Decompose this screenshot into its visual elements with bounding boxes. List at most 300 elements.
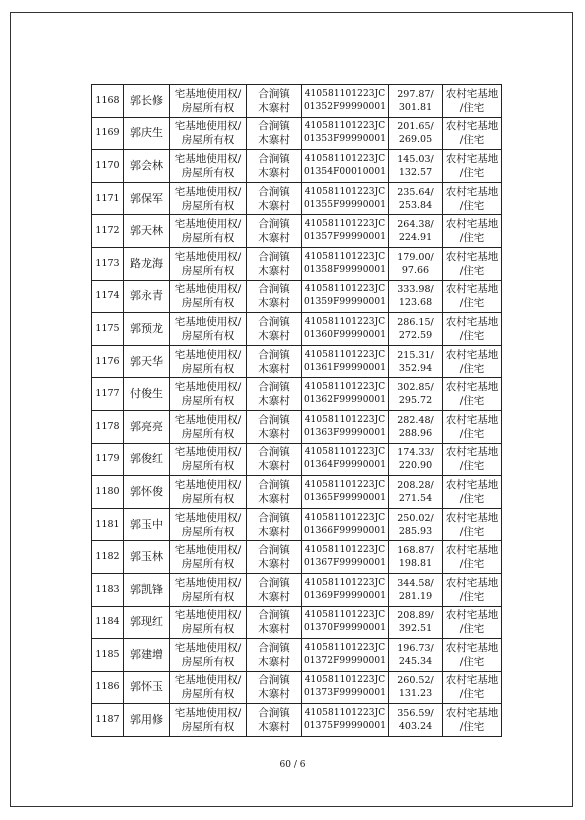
- land-use-cell: [443, 639, 502, 672]
- right-type-line: 房屋所有权: [181, 264, 235, 277]
- land-use-line: /住宅: [459, 492, 485, 505]
- right-type-line: 房屋所有权: [181, 655, 235, 668]
- area-line: 297.87/: [397, 88, 434, 100]
- location-cell: [247, 671, 302, 704]
- right-type-line: 房屋所有权: [181, 492, 235, 505]
- page-number: 60 / 6: [279, 760, 306, 770]
- area-line: 253.84: [398, 199, 433, 211]
- area-cell: [389, 639, 443, 672]
- right-type-cell: [170, 476, 247, 509]
- location-line: 合涧镇: [258, 707, 290, 720]
- owner-name-cell: 郭保军: [124, 182, 170, 215]
- land-use-line: /住宅: [459, 655, 485, 668]
- location-line: 木寨村: [258, 264, 290, 277]
- land-use-line: /住宅: [459, 721, 485, 734]
- right-type-line: 宅基地使用权/: [174, 120, 242, 133]
- area-line: 333.98/: [397, 284, 434, 296]
- location-cell: [247, 117, 302, 150]
- land-use-line: 农村宅基地: [445, 446, 499, 459]
- land-use-line: 农村宅基地: [445, 511, 499, 524]
- right-type-line: 宅基地使用权/: [174, 544, 242, 557]
- area-cell: [389, 117, 443, 150]
- unit-code-cell: [302, 313, 389, 346]
- right-type-line: 房屋所有权: [181, 101, 235, 114]
- unit-code-line: 410581101223JC: [304, 642, 386, 653]
- area-line: 352.94: [398, 362, 433, 374]
- land-use-line: /住宅: [459, 166, 485, 179]
- unit-code-cell: [302, 280, 389, 313]
- right-type-cell: [170, 671, 247, 704]
- land-use-cell: [443, 443, 502, 476]
- right-type-line: 宅基地使用权/: [174, 478, 242, 491]
- row-number-cell: 1177: [92, 378, 124, 411]
- land-use-line: 农村宅基地: [445, 87, 499, 100]
- area-cell: [389, 215, 443, 248]
- table-row: [92, 704, 502, 737]
- location-cell: [247, 247, 302, 280]
- right-type-line: 房屋所有权: [181, 590, 235, 603]
- owner-name-cell: 郭永青: [124, 280, 170, 313]
- table-row: [92, 378, 502, 411]
- table-row: [92, 541, 502, 574]
- right-type-line: 宅基地使用权/: [174, 576, 242, 589]
- location-line: 木寨村: [258, 297, 290, 310]
- land-use-line: 农村宅基地: [445, 348, 499, 361]
- right-type-cell: [170, 606, 247, 639]
- row-number-cell: 1168: [92, 85, 124, 118]
- location-line: 木寨村: [258, 101, 290, 114]
- area-line: 272.59: [398, 329, 433, 341]
- row-number-cell: 1174: [92, 280, 124, 313]
- unit-code-line: 01365F99990001: [303, 492, 387, 503]
- row-number-cell: 1180: [92, 476, 124, 509]
- right-type-line: 房屋所有权: [181, 721, 235, 734]
- land-use-line: /住宅: [459, 395, 485, 408]
- location-line: 合涧镇: [258, 544, 290, 557]
- unit-code-line: 01372F99990001: [303, 655, 387, 666]
- location-cell: [247, 345, 302, 378]
- location-line: 木寨村: [258, 460, 290, 473]
- right-type-cell: [170, 117, 247, 150]
- table-row: [92, 150, 502, 183]
- land-use-line: 农村宅基地: [445, 609, 499, 622]
- owner-name-cell: 郭天林: [124, 215, 170, 248]
- table-row: [92, 508, 502, 541]
- right-type-line: 房屋所有权: [181, 688, 235, 701]
- location-cell: [247, 573, 302, 606]
- location-cell: [247, 704, 302, 737]
- unit-code-cell: [302, 476, 389, 509]
- unit-code-line: 410581101223JC: [304, 284, 386, 295]
- area-line: 235.64/: [397, 186, 434, 198]
- area-cell: [389, 476, 443, 509]
- table-row: [92, 606, 502, 639]
- land-use-line: 农村宅基地: [445, 544, 499, 557]
- area-line: 198.81: [398, 558, 433, 570]
- location-cell: [247, 313, 302, 346]
- land-use-line: 农村宅基地: [445, 478, 499, 491]
- area-line: 208.28/: [397, 479, 434, 491]
- unit-code-line: 01375F99990001: [303, 721, 387, 732]
- area-line: 179.00/: [397, 251, 434, 263]
- row-number-cell: 1170: [92, 150, 124, 183]
- location-line: 木寨村: [258, 525, 290, 538]
- right-type-cell: [170, 85, 247, 118]
- area-line: 250.02/: [397, 512, 434, 524]
- owner-name-cell: 郭亮亮: [124, 410, 170, 443]
- row-number-cell: 1185: [92, 639, 124, 672]
- area-line: 208.89/: [397, 610, 434, 622]
- location-cell: [247, 378, 302, 411]
- right-type-cell: [170, 182, 247, 215]
- location-cell: [247, 410, 302, 443]
- right-type-line: 宅基地使用权/: [174, 87, 242, 100]
- table-row: [92, 671, 502, 704]
- unit-code-cell: [302, 85, 389, 118]
- unit-code-line: 01366F99990001: [303, 525, 387, 536]
- area-line: 281.19: [398, 590, 433, 602]
- unit-code-line: 410581101223JC: [304, 675, 386, 686]
- land-use-cell: [443, 476, 502, 509]
- unit-code-cell: [302, 378, 389, 411]
- unit-code-line: 01362F99990001: [303, 395, 387, 406]
- area-line: 145.03/: [397, 153, 434, 165]
- land-use-line: 农村宅基地: [445, 152, 499, 165]
- right-type-line: 房屋所有权: [181, 232, 235, 245]
- location-cell: [247, 476, 302, 509]
- row-number-cell: 1182: [92, 541, 124, 574]
- location-line: 合涧镇: [258, 185, 290, 198]
- location-line: 木寨村: [258, 395, 290, 408]
- land-use-cell: [443, 117, 502, 150]
- row-number-cell: 1179: [92, 443, 124, 476]
- location-line: 木寨村: [258, 232, 290, 245]
- right-type-line: 宅基地使用权/: [174, 152, 242, 165]
- right-type-line: 房屋所有权: [181, 199, 235, 212]
- location-line: 合涧镇: [258, 381, 290, 394]
- right-type-line: 宅基地使用权/: [174, 413, 242, 426]
- unit-code-line: 410581101223JC: [304, 545, 386, 556]
- unit-code-line: 01369F99990001: [303, 590, 387, 601]
- right-type-line: 宅基地使用权/: [174, 609, 242, 622]
- owner-name-cell: 路龙海: [124, 247, 170, 280]
- location-line: 合涧镇: [258, 609, 290, 622]
- location-line: 木寨村: [258, 590, 290, 603]
- location-cell: [247, 508, 302, 541]
- right-type-cell: [170, 541, 247, 574]
- location-cell: [247, 639, 302, 672]
- location-line: 木寨村: [258, 134, 290, 147]
- row-number-cell: 1173: [92, 247, 124, 280]
- table-row: [92, 573, 502, 606]
- row-number-cell: 1169: [92, 117, 124, 150]
- unit-code-cell: [302, 215, 389, 248]
- area-cell: [389, 150, 443, 183]
- area-cell: [389, 247, 443, 280]
- area-cell: [389, 443, 443, 476]
- right-type-line: 房屋所有权: [181, 558, 235, 571]
- location-line: 合涧镇: [258, 315, 290, 328]
- unit-code-line: 410581101223JC: [304, 610, 386, 621]
- location-cell: [247, 606, 302, 639]
- land-use-line: /住宅: [459, 329, 485, 342]
- location-line: 木寨村: [258, 655, 290, 668]
- area-cell: [389, 541, 443, 574]
- area-cell: [389, 85, 443, 118]
- unit-code-line: 01359F99990001: [303, 297, 387, 308]
- area-line: 344.58/: [397, 577, 434, 589]
- unit-code-line: 01354F00010001: [303, 166, 387, 177]
- location-line: 合涧镇: [258, 283, 290, 296]
- location-line: 木寨村: [258, 492, 290, 505]
- owner-name-cell: 郭天华: [124, 345, 170, 378]
- location-cell: [247, 280, 302, 313]
- unit-code-cell: [302, 247, 389, 280]
- location-line: 合涧镇: [258, 218, 290, 231]
- area-line: 301.81: [398, 101, 433, 113]
- location-line: 合涧镇: [258, 413, 290, 426]
- row-number-cell: 1184: [92, 606, 124, 639]
- area-cell: [389, 606, 443, 639]
- land-use-cell: [443, 280, 502, 313]
- location-line: 合涧镇: [258, 348, 290, 361]
- land-use-line: /住宅: [459, 623, 485, 636]
- land-use-cell: [443, 573, 502, 606]
- location-line: 木寨村: [258, 688, 290, 701]
- right-type-cell: [170, 280, 247, 313]
- land-use-line: 农村宅基地: [445, 707, 499, 720]
- unit-code-line: 410581101223JC: [304, 316, 386, 327]
- registration-table: [91, 84, 502, 737]
- right-type-cell: [170, 247, 247, 280]
- land-use-cell: [443, 150, 502, 183]
- unit-code-line: 01361F99990001: [303, 362, 387, 373]
- unit-code-line: 410581101223JC: [304, 447, 386, 458]
- land-use-cell: [443, 345, 502, 378]
- row-number-cell: 1176: [92, 345, 124, 378]
- right-type-cell: [170, 345, 247, 378]
- owner-name-cell: 郭会林: [124, 150, 170, 183]
- area-line: 286.15/: [397, 316, 434, 328]
- right-type-line: 宅基地使用权/: [174, 446, 242, 459]
- unit-code-line: 01357F99990001: [303, 232, 387, 243]
- right-type-line: 房屋所有权: [181, 329, 235, 342]
- unit-code-line: 410581101223JC: [304, 708, 386, 719]
- owner-name-cell: 郭建增: [124, 639, 170, 672]
- right-type-cell: [170, 704, 247, 737]
- unit-code-cell: [302, 117, 389, 150]
- table-row: [92, 247, 502, 280]
- unit-code-cell: [302, 345, 389, 378]
- unit-code-line: 01355F99990001: [303, 199, 387, 210]
- owner-name-cell: 郭现红: [124, 606, 170, 639]
- right-type-line: 房屋所有权: [181, 362, 235, 375]
- owner-name-cell: 郭俊红: [124, 443, 170, 476]
- right-type-line: 宅基地使用权/: [174, 315, 242, 328]
- owner-name-cell: 郭长修: [124, 85, 170, 118]
- land-use-line: 农村宅基地: [445, 641, 499, 654]
- area-line: 97.66: [401, 264, 430, 276]
- area-line: 302.85/: [397, 382, 434, 394]
- right-type-line: 房屋所有权: [181, 134, 235, 147]
- land-use-line: 农村宅基地: [445, 120, 499, 133]
- table-row: [92, 280, 502, 313]
- unit-code-line: 01352F99990001: [303, 101, 387, 112]
- table-row: [92, 313, 502, 346]
- right-type-cell: [170, 215, 247, 248]
- area-line: 295.72: [398, 395, 433, 407]
- row-number-cell: 1183: [92, 573, 124, 606]
- unit-code-cell: [302, 443, 389, 476]
- area-line: 392.51: [398, 623, 433, 635]
- land-use-line: 农村宅基地: [445, 283, 499, 296]
- area-cell: [389, 573, 443, 606]
- land-use-line: /住宅: [459, 362, 485, 375]
- right-type-line: 房屋所有权: [181, 623, 235, 636]
- table-row: [92, 639, 502, 672]
- table-row: [92, 410, 502, 443]
- owner-name-cell: 郭用修: [124, 704, 170, 737]
- area-cell: [389, 280, 443, 313]
- location-line: 木寨村: [258, 199, 290, 212]
- area-cell: [389, 345, 443, 378]
- unit-code-line: 410581101223JC: [304, 219, 386, 230]
- unit-code-line: 01363F99990001: [303, 427, 387, 438]
- right-type-cell: [170, 443, 247, 476]
- row-number-cell: 1175: [92, 313, 124, 346]
- unit-code-cell: [302, 606, 389, 639]
- table-row: [92, 85, 502, 118]
- owner-name-cell: 付俊生: [124, 378, 170, 411]
- land-use-cell: [443, 410, 502, 443]
- unit-code-line: 410581101223JC: [304, 414, 386, 425]
- area-cell: [389, 704, 443, 737]
- unit-code-cell: [302, 573, 389, 606]
- location-line: 木寨村: [258, 623, 290, 636]
- unit-code-line: 410581101223JC: [304, 382, 386, 393]
- unit-code-cell: [302, 541, 389, 574]
- table-row: [92, 182, 502, 215]
- right-type-cell: [170, 410, 247, 443]
- unit-code-line: 01358F99990001: [303, 264, 387, 275]
- unit-code-line: 410581101223JC: [304, 251, 386, 262]
- land-use-line: 农村宅基地: [445, 250, 499, 263]
- land-use-cell: [443, 182, 502, 215]
- land-use-line: /住宅: [459, 688, 485, 701]
- right-type-line: 房屋所有权: [181, 297, 235, 310]
- unit-code-line: 01373F99990001: [303, 688, 387, 699]
- land-use-line: /住宅: [459, 525, 485, 538]
- right-type-line: 宅基地使用权/: [174, 707, 242, 720]
- right-type-line: 房屋所有权: [181, 525, 235, 538]
- land-use-cell: [443, 313, 502, 346]
- location-cell: [247, 150, 302, 183]
- right-type-line: 宅基地使用权/: [174, 348, 242, 361]
- right-type-line: 宅基地使用权/: [174, 218, 242, 231]
- area-line: 220.90: [398, 460, 433, 472]
- area-line: 168.87/: [397, 545, 434, 557]
- row-number-cell: 1187: [92, 704, 124, 737]
- location-cell: [247, 182, 302, 215]
- table-body: [92, 85, 502, 737]
- land-use-line: /住宅: [459, 134, 485, 147]
- land-use-line: /住宅: [459, 232, 485, 245]
- location-line: 合涧镇: [258, 511, 290, 524]
- unit-code-line: 410581101223JC: [304, 153, 386, 164]
- area-line: 123.68: [398, 297, 433, 309]
- right-type-cell: [170, 573, 247, 606]
- right-type-line: 宅基地使用权/: [174, 381, 242, 394]
- land-use-cell: [443, 85, 502, 118]
- area-line: 132.57: [398, 166, 433, 178]
- location-line: 合涧镇: [258, 250, 290, 263]
- right-type-cell: [170, 150, 247, 183]
- unit-code-line: 410581101223JC: [304, 121, 386, 132]
- location-line: 合涧镇: [258, 120, 290, 133]
- area-line: 131.23: [398, 688, 433, 700]
- row-number-cell: 1178: [92, 410, 124, 443]
- location-cell: [247, 215, 302, 248]
- location-cell: [247, 541, 302, 574]
- area-cell: [389, 671, 443, 704]
- area-line: 282.48/: [397, 414, 434, 426]
- area-line: 224.91: [398, 232, 433, 244]
- unit-code-line: 41058110122​3JC: [304, 88, 386, 99]
- owner-name-cell: 郭怀俊: [124, 476, 170, 509]
- unit-code-line: 01370F99990001: [303, 623, 387, 634]
- area-cell: [389, 508, 443, 541]
- unit-code-line: 410581101223JC: [304, 186, 386, 197]
- right-type-line: 房屋所有权: [181, 395, 235, 408]
- unit-code-line: 01353F99990001: [303, 134, 387, 145]
- land-use-line: /住宅: [459, 297, 485, 310]
- unit-code-cell: [302, 410, 389, 443]
- row-number-cell: 1186: [92, 671, 124, 704]
- right-type-line: 宅基地使用权/: [174, 250, 242, 263]
- unit-code-cell: [302, 150, 389, 183]
- unit-code-cell: [302, 508, 389, 541]
- right-type-line: 房屋所有权: [181, 166, 235, 179]
- location-line: 合涧镇: [258, 478, 290, 491]
- owner-name-cell: 郭预龙: [124, 313, 170, 346]
- land-use-line: /住宅: [459, 101, 485, 114]
- area-line: 288.96: [398, 427, 433, 439]
- location-line: 木寨村: [258, 558, 290, 571]
- right-type-line: 宅基地使用权/: [174, 185, 242, 198]
- area-line: 196.73/: [397, 642, 434, 654]
- right-type-line: 宅基地使用权/: [174, 641, 242, 654]
- land-use-line: /住宅: [459, 590, 485, 603]
- right-type-line: 宅基地使用权/: [174, 674, 242, 687]
- area-cell: [389, 313, 443, 346]
- land-use-cell: [443, 704, 502, 737]
- right-type-line: 宅基地使用权/: [174, 511, 242, 524]
- area-line: 271.54: [398, 492, 433, 504]
- right-type-cell: [170, 378, 247, 411]
- row-number-cell: 1181: [92, 508, 124, 541]
- right-type-line: 宅基地使用权/: [174, 283, 242, 296]
- location-line: 合涧镇: [258, 152, 290, 165]
- area-line: 264.38/: [397, 219, 434, 231]
- land-use-line: 农村宅基地: [445, 381, 499, 394]
- unit-code-cell: [302, 671, 389, 704]
- unit-code-line: 410581101223JC: [304, 479, 386, 490]
- row-number-cell: 1172: [92, 215, 124, 248]
- unit-code-line: 01364F99990001: [303, 460, 387, 471]
- unit-code-line: 410581101223JC: [304, 512, 386, 523]
- land-use-line: 农村宅基地: [445, 185, 499, 198]
- right-type-cell: [170, 639, 247, 672]
